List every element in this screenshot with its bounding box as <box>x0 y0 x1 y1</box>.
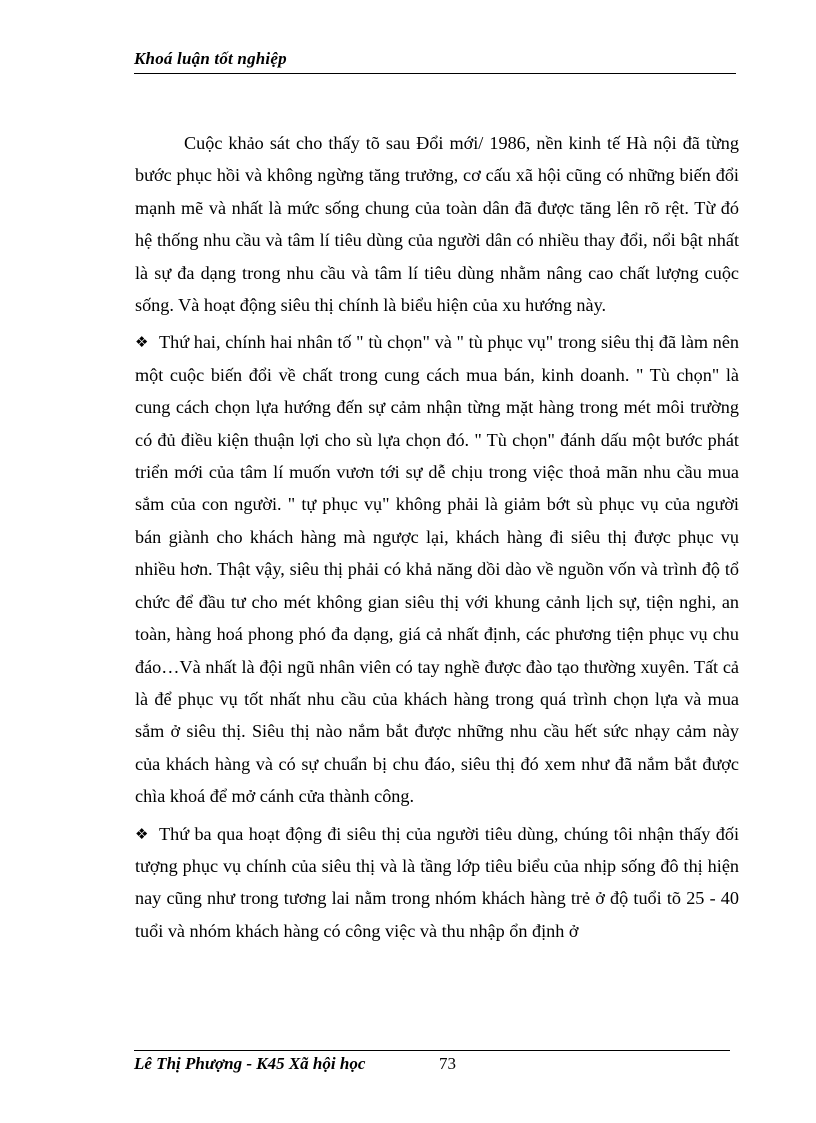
diamond-bullet-icon: ❖ <box>135 824 149 843</box>
body-text <box>135 127 739 947</box>
page-number: 73 <box>439 1054 456 1073</box>
footer-divider <box>134 1050 730 1051</box>
paragraph-1: Cuộc khảo sát cho thấy tõ sau Đổi mới/ 1986, nền kinh tế Hà nội đã từng bước phục hồi và không ngừng tăng trưởng, cơ cấu xã hội cũng có những biến đổi mạnh mẽ và nhất là mức sống chung của toàn dân đã được tăng lên rõ rệt. Từ đó hệ thống nhu cầu và tâm lí tiêu dùng của người dân có nhiều thay đổi, nổi bật nhất là sự đa dạng trong nhu cầu và tâm lí tiêu dùng nhằm nâng cao chất lượng cuộc sống. Và hoạt động siêu thị chính là biểu hiện của xu hướng này. <box>135 133 739 316</box>
header-divider <box>134 73 736 74</box>
paragraph-3 <box>135 818 739 948</box>
paragraph-2 <box>135 326 739 812</box>
paragraph-2-text: Thứ hai, chính hai nhân tố " tù chọn" và " tù phục vụ" trong siêu thị đã làm nên một cuộc biến đổi về chất trong cung cách mua bán, kinh doanh. " Tù chọn" là cung cách chọn lựa hướng đến sự cảm nhận từng mặt hàng trong mét môi trường có đủ điều kiện thuận lợi cho sù lựa chọn đó. " Tù chọn" đánh dấu một bước phát triển mới của tâm lí muốn vươn tới sự dễ chịu trong việc thoả mãn nhu cầu mua sắm của con người. " tự phục vụ" không phải là giảm bớt sù phục vụ của người bán giành cho khách hàng mà ngược lại, khách hàng đi siêu thị được phục vụ nhiều hơn. Thật vậy, siêu thị phải có khả năng dồi dào về nguồn vốn và trình độ tổ chức để đầu tư cho mét không gian siêu thị với khung cảnh lịch sự, tiện nghi, an toàn, hàng hoá phong phó đa dạng, giá cả nhất định, các phương tiện phục vụ chu đáo…Và nhất là đội ngũ nhân viên có tay nghề được đào tạo thường xuyên. Tất cả là để phục vụ tốt nhất nhu cầu của khách hàng trong quá trình chọn lựa và mua sắm ở siêu thị. Siêu thị nào nắm bắt được những nhu cầu hết sức nhạy cảm này của khách hàng và có sự chuẩn bị chu đáo, siêu thị đó xem như đã nắm bắt được chìa khoá để mở cánh cửa thành công. <box>135 332 739 807</box>
paragraph-3-text: Thứ ba qua hoạt động đi siêu thị của người tiêu dùng, chúng tôi nhận thấy đối tượng phục vụ chính của siêu thị và là tầng lớp tiêu biểu của nhịp sống đô thị hiện nay cũng như trong tương lai nằm trong nhóm khách hàng trẻ ở độ tuổi tõ 25 - 40 tuổi và nhóm khách hàng có công việc và thu nhập ổn định ở <box>135 823 739 941</box>
running-header-title: Khoá luận tốt nghiệp <box>134 49 287 68</box>
diamond-bullet-icon: ❖ <box>135 333 149 352</box>
footer-author: Lê Thị Phượng - K45 Xã hội học <box>134 1054 366 1073</box>
